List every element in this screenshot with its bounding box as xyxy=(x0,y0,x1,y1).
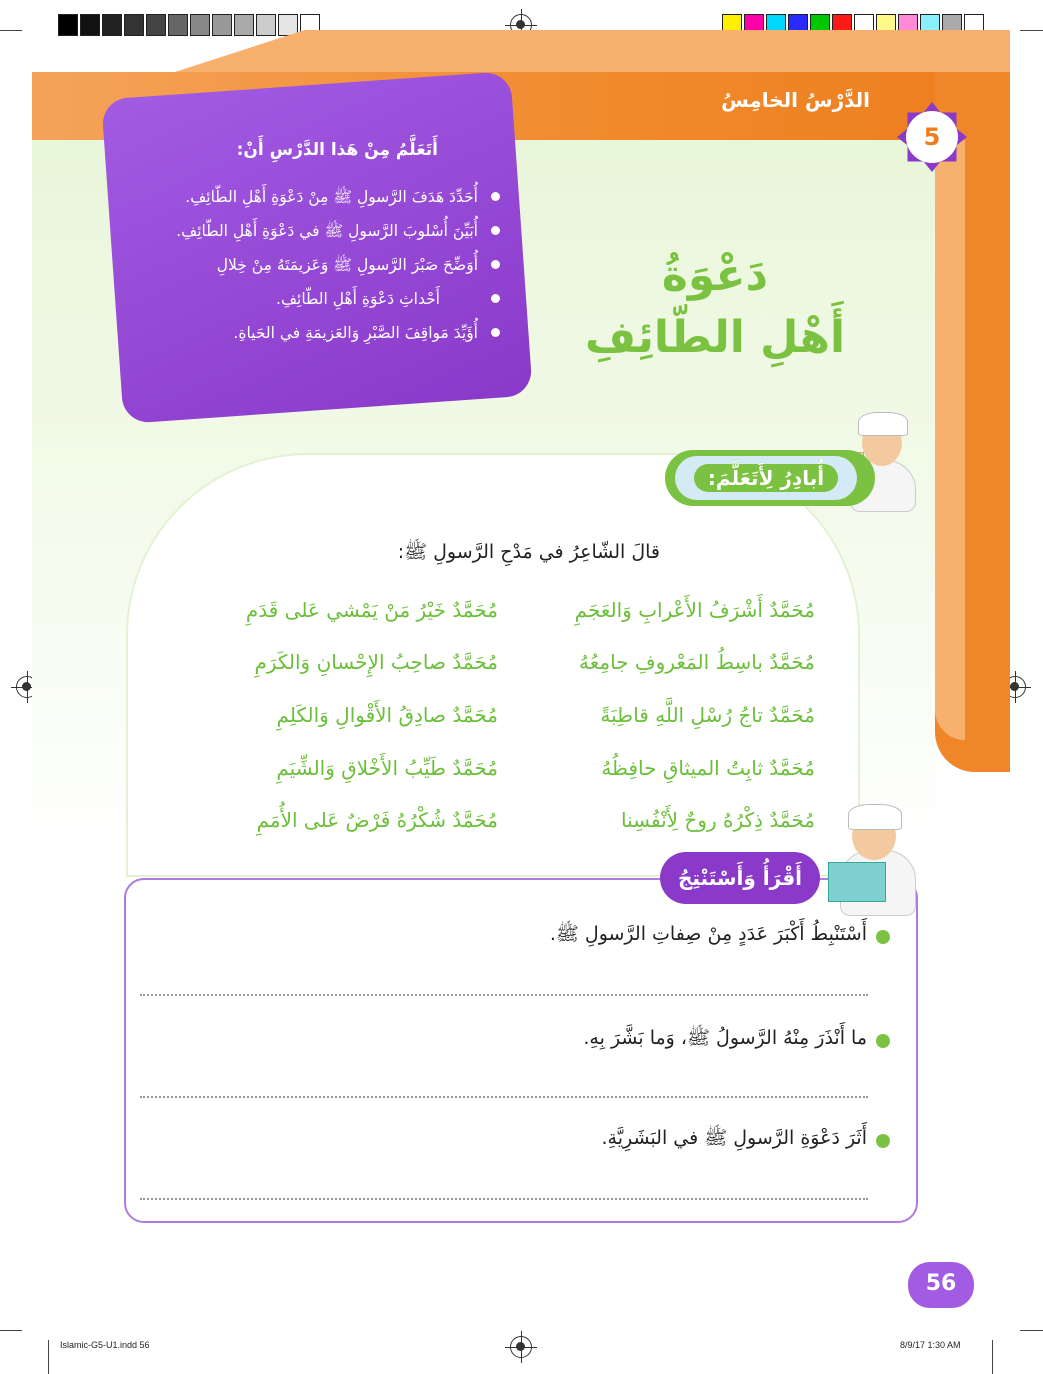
footer-date: 8/9/17 1:30 AM xyxy=(900,1340,961,1350)
question-bullet-icon xyxy=(876,930,890,944)
lesson-number: 5 xyxy=(906,111,958,163)
verse-right: مُحَمَّدٌ باسِطُ المَعْروفِ جامِعُهُ xyxy=(579,650,815,674)
answer-line[interactable] xyxy=(140,994,868,996)
crop-mark xyxy=(48,1340,49,1374)
warmup-label: أُبادِرُ لِأَتَعَلَّمَ: xyxy=(694,464,838,492)
question-text: ما أَنْذَرَ مِنْهُ الرَّسولُ ﷺ، وَما بَشَّرَ بِهِ. xyxy=(583,1027,867,1049)
title-line-1: دَعْوَةُ xyxy=(661,250,769,301)
crop-mark xyxy=(992,1340,993,1374)
verse-left: مُحَمَّدٌ صاحِبُ الإِحْسانِ وَالكَرَمِ xyxy=(254,650,498,674)
question-bullet-icon xyxy=(876,1134,890,1148)
objective-item: أُوَضِّحَ صَبْرَ الرَّسولِ ﷺ وَعَزيمَتَهُ مِنْ خِلالِ xyxy=(120,248,500,282)
footer-file: Islamic-G5-U1.indd 56 xyxy=(60,1340,150,1350)
objective-item: أُحَدِّدَ هَدَفَ الرَّسولِ ﷺ مِنْ دَعْوَةِ أَهْلِ الطّائِفِ. xyxy=(120,180,500,214)
side-bar-inner xyxy=(935,140,965,740)
lesson-label: الدَّرْسُ الخامِسُ xyxy=(721,88,870,112)
objectives-panel xyxy=(120,140,500,400)
answer-line[interactable] xyxy=(140,1198,868,1200)
objectives-heading: أَتَعَلَّمُ مِنْ هَذا الدَّرْسِ أَنْ: xyxy=(236,140,438,160)
question-text: أَثَرَ دَعْوَةِ الرَّسولِ ﷺ في البَشَرِيَّةِ. xyxy=(601,1127,867,1149)
verse-right: مُحَمَّدٌ تاجُ رُسْلِ اللَّهِ قاطِبَةً xyxy=(600,703,815,727)
crop-mark xyxy=(1020,30,1043,31)
question-text: أَسْتَنْبِطُ أَكْبَرَ عَدَدٍ مِنْ صِفاتِ الرَّسولِ ﷺ. xyxy=(549,923,867,945)
verse-left: مُحَمَّدٌ شُكْرُهُ فَرْضٌ عَلى الأُمَمِ xyxy=(256,808,498,832)
page-title xyxy=(570,245,860,369)
verse-left: مُحَمَّدٌ طَيِّبُ الأَخْلاقِ وَالشِّيَمِ xyxy=(276,756,498,780)
poem-intro: قالَ الشّاعِرُ في مَدْحِ الرَّسولِ ﷺ: xyxy=(397,541,660,563)
crop-mark xyxy=(1020,1330,1043,1331)
page-number: 56 xyxy=(908,1262,974,1308)
objective-item: أُؤَيِّدَ مَواقِفَ الصَّبْرِ وَالعَزيمَةِ في الحَياةِ. xyxy=(120,316,500,350)
answer-line[interactable] xyxy=(140,1096,868,1098)
verse-left: مُحَمَّدٌ صادِقُ الأَقْوالِ وَالكَلِمِ xyxy=(276,703,498,727)
title-line-2: أَهْلِ الطّائِفِ xyxy=(584,312,846,363)
verse-right: مُحَمَّدٌ ذِكْرُهُ روحٌ لِأَنْفُسِنا xyxy=(621,808,815,832)
objective-item-continued: أَحْداثِ دَعْوَةِ أَهْلِ الطّائِفِ. xyxy=(120,282,500,316)
read-deduce-label: أَقْرَأُ وَأَسْتَنْتِجُ xyxy=(660,852,820,904)
question-bullet-icon xyxy=(876,1034,890,1048)
verse-right: مُحَمَّدٌ أَشْرَفُ الأَعْرابِ وَالعَجَمِ xyxy=(574,598,815,622)
objective-item: أُبَيِّنَ أُسْلوبَ الرَّسولِ ﷺ في دَعْوَةِ أَهْلِ الطّائِفِ. xyxy=(120,214,500,248)
crop-mark xyxy=(0,1330,22,1331)
warmup-label-box xyxy=(675,456,857,500)
crop-mark xyxy=(0,30,22,31)
registration-mark-bottom xyxy=(510,1336,532,1358)
verse-left: مُحَمَّدٌ خَيْرُ مَنْ يَمْشي عَلى قَدَمِ xyxy=(245,598,498,622)
verse-right: مُحَمَّدٌ ثابِتُ الميثاقِ حافِظُهُ xyxy=(601,756,815,780)
objectives-list xyxy=(120,180,500,350)
